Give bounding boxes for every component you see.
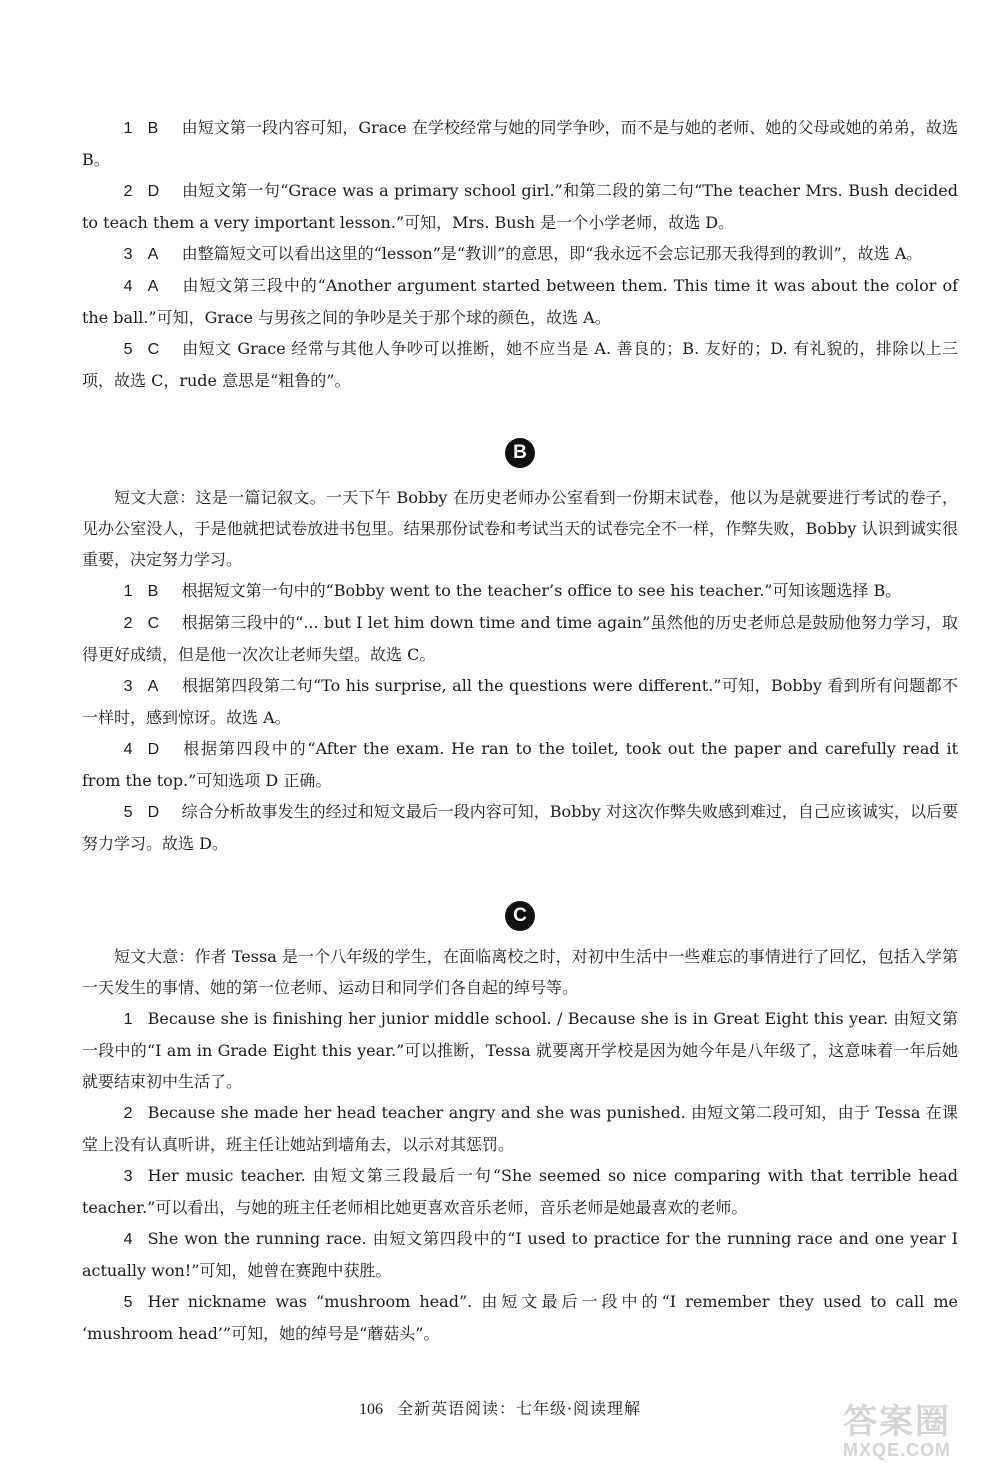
section-a-item-1 <box>82 112 958 175</box>
section-c-item-4 <box>82 1223 958 1286</box>
section-a-item-2 <box>82 175 958 238</box>
answer-page <box>82 112 958 1349</box>
section-c-badge: C <box>505 901 535 931</box>
item-explanation: Because she is finishing her junior middle school. / Because she is in Great Eight this year. 由短文第一段中的“I am in Grade Eight this year.”可以推断，Tessa 就要离开学校是因为她今年是八年级了，这意味着一年后她就要结束初中生活了。 <box>82 1009 958 1091</box>
item-answer: A <box>147 678 159 695</box>
section-c <box>82 941 958 1349</box>
section-b-item-1 <box>82 575 958 607</box>
item-explanation: 综合分析故事发生的经过和短文最后一段内容可知，Bobby 对这次作弊失败感到难过，自己应该诚实，以后要努力学习。故选 D。 <box>82 802 958 853</box>
book-title: 全新英语阅读：七年级·阅读理解 <box>396 1399 642 1418</box>
section-a-item-3 <box>82 238 958 270</box>
item-number: 2 <box>123 615 133 632</box>
section-b-item-3 <box>82 670 958 733</box>
section-c-item-3 <box>82 1160 958 1223</box>
watermark-site-url: MXQE.COM <box>842 1440 951 1460</box>
item-number: 2 <box>123 1105 133 1122</box>
section-b-item-2 <box>82 607 958 670</box>
item-explanation: Her nickname was “mushroom head”. 由短文最后一段中的“I remember they used to call me ‘mushroom head’”可知，她的绰号是“蘑菇头”。 <box>82 1292 958 1343</box>
item-answer: B <box>147 583 159 600</box>
watermark-logo-text: 答案圈 <box>843 1403 951 1441</box>
section-b-item-5 <box>82 796 958 859</box>
section-c-item-2 <box>82 1097 958 1160</box>
item-answer: D <box>147 804 160 821</box>
item-number: 2 <box>123 183 133 200</box>
item-number: 4 <box>123 278 133 295</box>
section-c-summary: 短文大意：作者 Tessa 是一个八年级的学生，在面临离校之时，对初中生活中一些难忘的事情进行了回忆，包括入学第一天发生的事情、她的第一位老师、运动日和同学们各自起的绰号等。 <box>82 947 958 997</box>
item-explanation: 根据第四段中的“After the exam. He ran to the toilet, took out the paper and carefully read it from the top.”可知选项 D 正确。 <box>82 739 958 790</box>
section-a-item-5 <box>82 333 958 396</box>
item-explanation: 根据第四段第二句“To his surprise, all the questions were different.”可知，Bobby 看到所有问题都不一样时，感到惊讶。故选 A。 <box>82 676 958 727</box>
item-number: 3 <box>123 678 133 695</box>
item-explanation: 由整篇短文可以看出这里的“lesson”是“教训”的意思，即“我永远不会忘记那天我得到的教训”，故选 A。 <box>181 244 923 263</box>
page-number: 106 <box>358 1401 383 1418</box>
item-explanation: 根据短文第一句中的“Bobby went to the teacher’s office to see his teacher.”可知该题选择 B。 <box>181 581 902 600</box>
section-c-item-5 <box>82 1286 958 1349</box>
item-number: 4 <box>123 741 133 758</box>
item-explanation: She won the running race. 由短文第四段中的“I used to practice for the running race and one year I actually won!”可知，她曾在赛跑中获胜。 <box>82 1229 958 1280</box>
section-b-item-4 <box>82 733 958 796</box>
item-answer: B <box>147 120 159 137</box>
item-number: 5 <box>123 1294 133 1311</box>
item-answer: A <box>147 246 159 263</box>
section-a <box>82 112 958 396</box>
item-number: 3 <box>123 1168 133 1185</box>
item-answer: C <box>147 341 160 358</box>
section-a-item-4 <box>82 270 958 333</box>
item-number: 1 <box>123 583 133 600</box>
item-explanation: 由短文 Grace 经常与其他人争吵可以推断，她不应当是 A. 善良的；B. 友好的；D. 有礼貌的，排除以上三项，故选 C，rude 意思是“粗鲁的”。 <box>82 339 958 390</box>
section-b-badge: B <box>505 438 535 468</box>
item-explanation: 由短文第一句“Grace was a primary school girl.”和第二段的第二句“The teacher Mrs. Bush decided to teach them a very important lesson.”可知，Mrs. Bush 是一个小学老师，故选 D。 <box>82 181 958 232</box>
item-answer: D <box>147 741 160 758</box>
section-b <box>82 482 958 859</box>
item-number: 1 <box>123 1011 133 1028</box>
item-explanation: 根据第三段中的“... but I let him down time and time again”虽然他的历史老师总是鼓励他努力学习，取得更好成绩，但是他一次次让老师失望。故选 C。 <box>82 613 958 664</box>
site-watermark-logo <box>822 1404 972 1464</box>
item-explanation: 由短文第三段中的“Another argument started between them. This time it was about the color of the ball.”可知，Grace 与男孩之间的争吵是关于那个球的颜色，故选 A。 <box>82 276 958 327</box>
item-number: 5 <box>123 341 133 358</box>
section-c-item-1 <box>82 1003 958 1097</box>
item-number: 4 <box>123 1231 133 1248</box>
item-number: 5 <box>123 804 133 821</box>
item-number: 3 <box>123 246 133 263</box>
item-explanation: Her music teacher. 由短文第三段最后一句“She seemed so nice comparing with that terrible head teacher.”可以看出，与她的班主任老师相比她更喜欢音乐老师，音乐老师是她最喜欢的老师。 <box>82 1166 958 1217</box>
item-answer: D <box>147 183 160 200</box>
item-explanation: Because she made her head teacher angry and she was punished. 由短文第二段可知，由于 Tessa 在课堂上没有认真听讲，班主任让她站到墙角去，以示对其惩罚。 <box>82 1103 958 1154</box>
section-b-summary: 短文大意：这是一篇记叙文。一天下午 Bobby 在历史老师办公室看到一份期末试卷，他以为是就要进行考试的卷子，见办公室没人，于是他就把试卷放进书包里。结果那份试卷和考试当天的试卷完全不一样，作弊失败，Bobby 认识到诚实很重要，决定努力学习。 <box>82 488 958 569</box>
item-number: 1 <box>123 120 133 137</box>
item-answer: C <box>147 615 160 632</box>
item-answer: A <box>147 278 159 295</box>
item-explanation: 由短文第一段内容可知，Grace 在学校经常与她的同学争吵，而不是与她的老师、她的父母或她的弟弟，故选 B。 <box>82 118 958 169</box>
